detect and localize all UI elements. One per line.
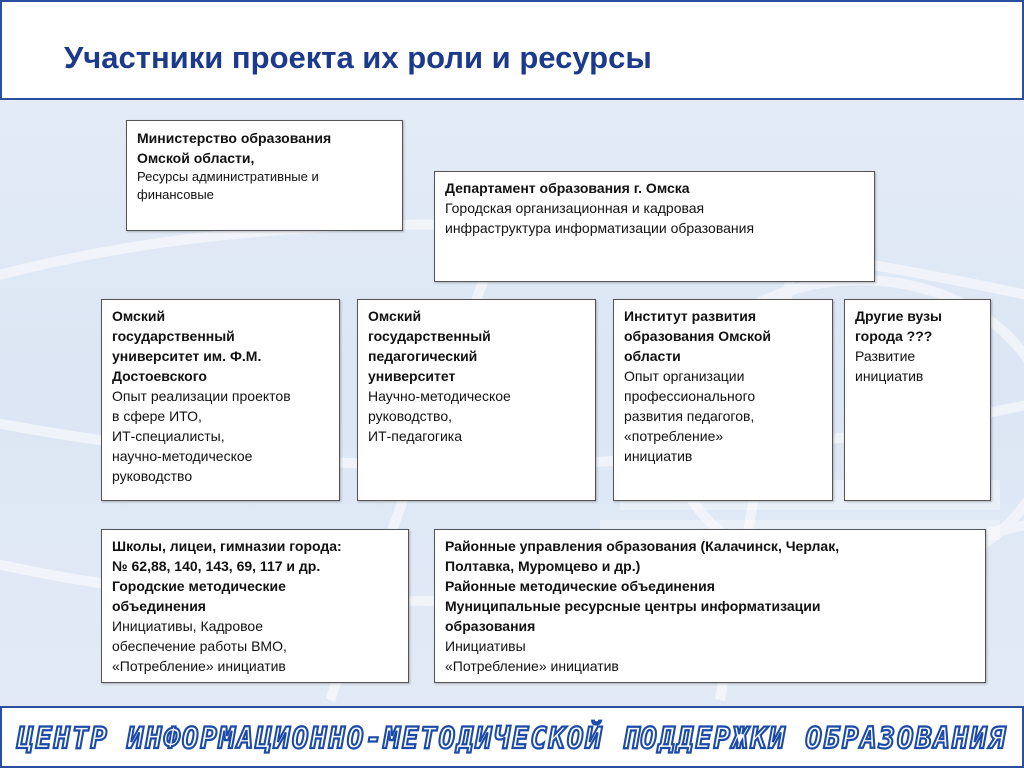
omgu-name-line3: университет им. Ф.М. (112, 348, 262, 364)
page-title: Участники проекта их роли и ресурсы (64, 40, 652, 75)
department-desc-line1: Городская организационная и кадровая (445, 200, 705, 216)
box-ministry (126, 120, 403, 231)
ministry-desc-line1: Ресурсы административные и (137, 169, 319, 184)
box-department (434, 171, 875, 282)
districts-name-line4: Муниципальные ресурсные центры информатизации (445, 598, 821, 614)
ministry-name-line2: Омской области, (137, 150, 255, 166)
institute-desc-line4: «потребление» (624, 428, 724, 444)
institute-desc-line3: развития педагогов, (624, 408, 755, 424)
omgpu-name-line3: педагогический (368, 348, 478, 364)
institute-desc-line1: Опыт организации (624, 368, 745, 384)
omgpu-desc-line3: ИТ-педагогика (368, 428, 463, 444)
footer-text: ЦЕНТР ИНФОРМАЦИОННО-МЕТОДИЧЕСКОЙ ПОДДЕРЖКИ ОБРАЗОВАНИЯ (16, 721, 1008, 755)
schools-name-line1: Школы, лицеи, гимназии города: (112, 538, 342, 554)
ministry-name-line1: Министерство образования (137, 130, 332, 146)
box-omgpu (357, 299, 596, 501)
districts-name-line2: Полтавка, Муромцево и др.) (445, 558, 641, 574)
footer-bar (0, 706, 1024, 768)
schools-desc-line2: обеспечение работы ВМО, (112, 638, 287, 654)
institute-desc-line2: профессионального (624, 388, 756, 404)
box-schools (101, 529, 409, 683)
districts-desc-line2: «Потребление» инициатив (445, 658, 619, 674)
districts-name-line1: Районные управления образования (Калачинск, Черлак, (445, 538, 840, 554)
box-omgu (101, 299, 340, 501)
schools-name-line2: № 62,88, 140, 143, 69, 117 и др. (112, 558, 321, 574)
omgu-desc-line3: ИТ-специалисты, (112, 428, 225, 444)
other-univ-name-line2: города ??? (855, 328, 933, 344)
schools-name-line3: Городские методические (112, 578, 286, 594)
institute-name-line2: образования Омской (624, 328, 772, 344)
schools-name-line4: объединения (112, 598, 206, 614)
omgpu-name-line4: университет (368, 368, 456, 384)
other-univ-name-line1: Другие вузы (855, 308, 943, 324)
omgu-desc-line4: научно-методическое (112, 448, 253, 464)
box-institute (613, 299, 833, 501)
omgu-desc-line2: в сфере ИТО, (112, 408, 202, 424)
schools-desc-line1: Инициативы, Кадровое (112, 618, 263, 634)
districts-desc-line1: Инициативы (445, 638, 526, 654)
other-univ-desc-line2: инициатив (855, 368, 924, 384)
department-desc-line2: инфраструктура информатизации образования (445, 220, 755, 236)
omgpu-desc-line1: Научно-методическое (368, 388, 511, 404)
omgpu-name-line1: Омский (368, 308, 422, 324)
institute-name-line1: Институт развития (624, 308, 756, 324)
institute-desc-line5: инициатив (624, 448, 693, 464)
omgu-desc-line5: руководство (112, 468, 193, 484)
districts-name-line3: Районные методические объединения (445, 578, 715, 594)
omgu-name-line1: Омский (112, 308, 166, 324)
institute-name-line3: области (624, 348, 681, 364)
other-univ-desc-line1: Развитие (855, 348, 916, 364)
omgu-desc-line1: Опыт реализации проектов (112, 388, 291, 404)
footer-logo-text (2, 708, 1022, 766)
ministry-desc-line2: финансовые (137, 187, 214, 202)
districts-name-line5: образования (445, 618, 536, 634)
department-name: Департамент образования г. Омска (445, 180, 690, 196)
omgpu-name-line2: государственный (368, 328, 491, 344)
omgu-name-line4: Достоевского (112, 368, 207, 384)
schools-desc-line3: «Потребление» инициатив (112, 658, 286, 674)
title-bar (0, 0, 1024, 100)
box-districts (434, 529, 986, 683)
omgu-name-line2: государственный (112, 328, 235, 344)
omgpu-desc-line2: руководство, (368, 408, 452, 424)
box-other-universities (844, 299, 991, 501)
